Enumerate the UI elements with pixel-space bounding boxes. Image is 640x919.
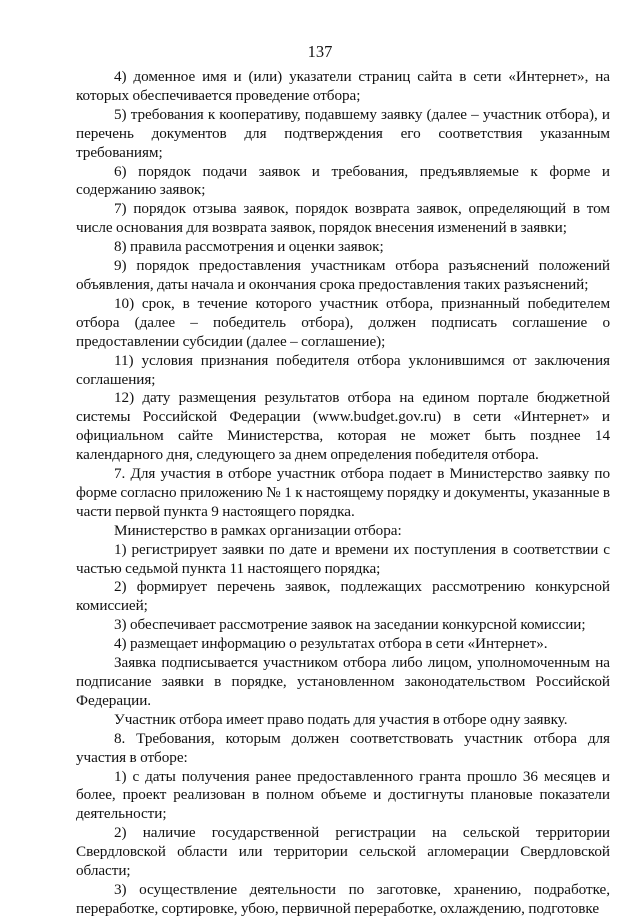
paragraph-requirement-2: 2) наличие государственной регистрации на сельской территории Свердловской области или территории сельской агломерации Свердловской области; (76, 824, 610, 880)
paragraph-one-application: Участник отбора имеет право подать для участия в отборе одну заявку. (114, 710, 568, 728)
paragraph-item-8-rules: 8) правила рассмотрения и оценки заявок; (114, 238, 384, 256)
paragraph-requirement-3: 3) осуществление деятельности по заготовке, хранению, подработке, переработке, сортировке, убою, первичной переработке, охлаждению, подготовке (76, 880, 610, 917)
paragraph-section-7: 7. Для участия в отборе участник отбора подает в Министерство заявку по форме согласно приложению № 1 к настоящему порядку и документы, указанные в части первой пункта 9 настоящего порядка. (76, 465, 610, 520)
paragraph-ministry-item-2: 2) формирует перечень заявок, подлежащих рассмотрению конкурсной комиссией; (76, 578, 610, 615)
paragraph-section-8: 8. Требования, которым должен соответствовать участник отбора для участия в отборе: (76, 729, 610, 766)
document-body (76, 68, 610, 919)
paragraph-ministry-item-3: 3) обеспечивает рассмотрение заявок на заседании конкурсной комиссии; (114, 616, 586, 634)
paragraph-ministry-item-1: 1) регистрирует заявки по дате и времени их поступления в соответствии с частью седьмой пункта 11 настоящего порядка; (76, 540, 610, 577)
paragraph-ministry-item-4: 4) размещает информацию о результатах отбора в сети «Интернет». (114, 635, 548, 653)
paragraph-item-4-domain: 4) доменное имя и (или) указатели страниц сайта в сети «Интернет», на которых обеспечивается проведение отбора; (76, 68, 610, 104)
paragraph-item-7-withdrawal: 7) порядок отзыва заявок, порядок возврата заявок, определяющий в том числе основания для возврата заявок, порядок внесения изменений в заявки; (76, 200, 610, 237)
page-number: 137 (307, 42, 333, 61)
paragraph-signature: Заявка подписывается участником отбора либо лицом, уполномоченным на подписание заявки в порядке, установленном законодательством Российской Федерации. (76, 654, 610, 709)
paragraph-item-10-deadline: 10) срок, в течение которого участник отбора, признанный победителем отбора (далее – победитель отбора), должен подписать соглашение о предоставлении субсидии (далее – соглашение); (76, 294, 610, 350)
paragraph-item-11-evasion: 11) условия признания победителя отбора уклонившимся от заключения соглашения; (76, 351, 610, 388)
paragraph-ministry-intro: Министерство в рамках организации отбора: (114, 521, 402, 539)
paragraph-item-5-requirements: 5) требования к кооперативу, подавшему заявку (далее – участник отбора), и перечень документов для подтверждения его соответствия указанным требованиям; (76, 105, 610, 161)
paragraph-item-9-clarifications: 9) порядок предоставления участникам отбора разъяснений положений объявления, даты начала и окончания срока предоставления таких разъяснений; (76, 257, 610, 293)
paragraph-requirement-1: 1) с даты получения ранее предоставленного гранта прошло 36 месяцев и более, проект реализован в полном объеме и достигнуты плановые показатели деятельности; (76, 767, 610, 823)
paragraph-item-12-publication: 12) дату размещения результатов отбора на едином портале бюджетной системы Российской Федерации (www.budget.gov.ru) в сети «Интернет» и официальном сайте Министерства, которая не может быть позднее 14 календарного дня, следующего за днем определения победителя отбора. (76, 389, 610, 464)
paragraph-item-6-submission: 6) порядок подачи заявок и требования, предъявляемые к форме и содержанию заявок; (76, 162, 610, 199)
